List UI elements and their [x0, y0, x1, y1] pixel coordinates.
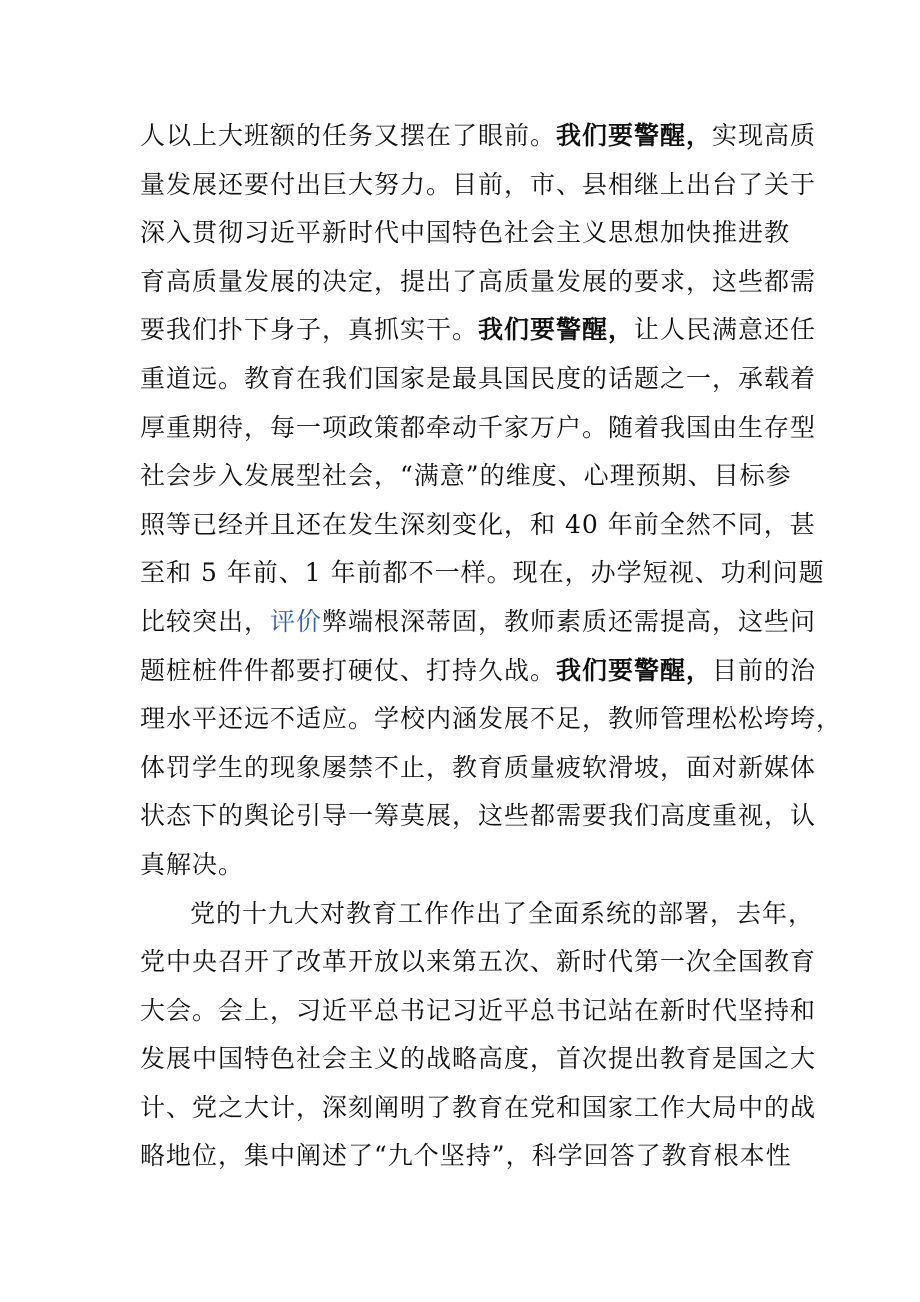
text-run: 让人民满意还任: [634, 315, 817, 345]
text-run: 比较突出，: [140, 606, 271, 636]
text-line: [140, 695, 843, 744]
text-line: [140, 841, 790, 890]
text-run: 题桩桩件件都要打硬仗、打持久战。: [140, 655, 557, 685]
text-run: 真解决。: [140, 849, 245, 879]
emphasis-text: 我们要警醒，: [556, 655, 713, 685]
text-line: [140, 744, 817, 793]
text-line: [140, 1132, 790, 1181]
text-line: [140, 306, 817, 355]
text-run: 实现高质: [712, 121, 817, 150]
text-run: 状态下的舆论引导一筹莫展，这些都需要我们高度重视，认: [140, 801, 817, 831]
text-run: 社会步入发展型社会，“满意”的维度、心理预期、目标参: [140, 461, 792, 491]
emphasis-text: 我们要警醒，: [556, 121, 713, 150]
text-run: 深入贯彻习近平新时代中国特色社会主义思想加快推进教: [140, 218, 791, 248]
text-run: 要我们扑下身子，真抓实干。: [140, 315, 479, 345]
emphasis-text: 我们要警醒，: [478, 315, 635, 345]
text-line: [140, 355, 817, 404]
text-run: 发展中国特色社会主义的战略高度，首次提出教育是国之大: [140, 1044, 817, 1074]
text-line: [140, 987, 817, 1036]
text-line: [140, 404, 817, 453]
text-run: 略地位，集中阐述了“九个坚持”，科学回答了教育根本性: [140, 1141, 792, 1171]
text-run: 人以上大班额的任务又摆在了眼前。: [140, 121, 557, 150]
paragraph-first-line: [140, 890, 815, 939]
evaluation-link[interactable]: 评价: [270, 606, 323, 636]
text-run: 体罚学生的现象屡禁不止，教育质量疲软滑坡，面对新媒体: [140, 752, 817, 782]
text-run: 重道远。教育在我们国家是最具国民度的话题之一，承载着: [140, 363, 817, 393]
text-line: [140, 112, 817, 161]
text-run: 理水平还远不适应。学校内涵发展不足，教师管理松松垮垮，: [140, 704, 843, 734]
text-run: 至和 5 年前、1 年前都不一样。现在，办学短视、功利问题: [140, 558, 825, 588]
text-run: 目前的治: [712, 655, 817, 685]
text-line: [140, 792, 817, 841]
text-run: 育高质量发展的决定，提出了高质量发展的要求，这些都需: [140, 266, 817, 296]
text-line: [140, 501, 816, 550]
text-line: [140, 452, 790, 501]
text-line: [140, 598, 817, 647]
text-line: [140, 1035, 817, 1084]
text-line: [140, 549, 825, 598]
text-run: 党中央召开了改革开放以来第五次、新时代第一次全国教育: [140, 947, 817, 977]
text-run: 计、党之大计，深刻阐明了教育在党和国家工作大局中的战: [140, 1092, 817, 1122]
document-body: [140, 112, 843, 1181]
text-run: 弊端根深蒂固，教师素质还需提高，这些问: [322, 606, 817, 636]
text-line: [140, 647, 817, 696]
text-line: [140, 1084, 817, 1133]
text-run: 厚重期待，每一项政策都牵动千家万户。随着我国由生存型: [140, 412, 817, 442]
text-line: [140, 938, 817, 987]
text-line: [140, 161, 817, 210]
text-run: 大会。会上，习近平总书记习近平总书记站在新时代坚持和: [140, 995, 817, 1025]
text-line: [140, 209, 790, 258]
text-run: 量发展还要付出巨大努力。目前，市、县相继上出台了关于: [140, 169, 817, 199]
text-line: [140, 258, 817, 307]
text-run: 照等已经并且还在发生深刻变化，和 40 年前全然不同，甚: [140, 509, 816, 539]
text-run: 党的十九大对教育工作作出了全面系统的部署，去年，: [190, 898, 815, 928]
